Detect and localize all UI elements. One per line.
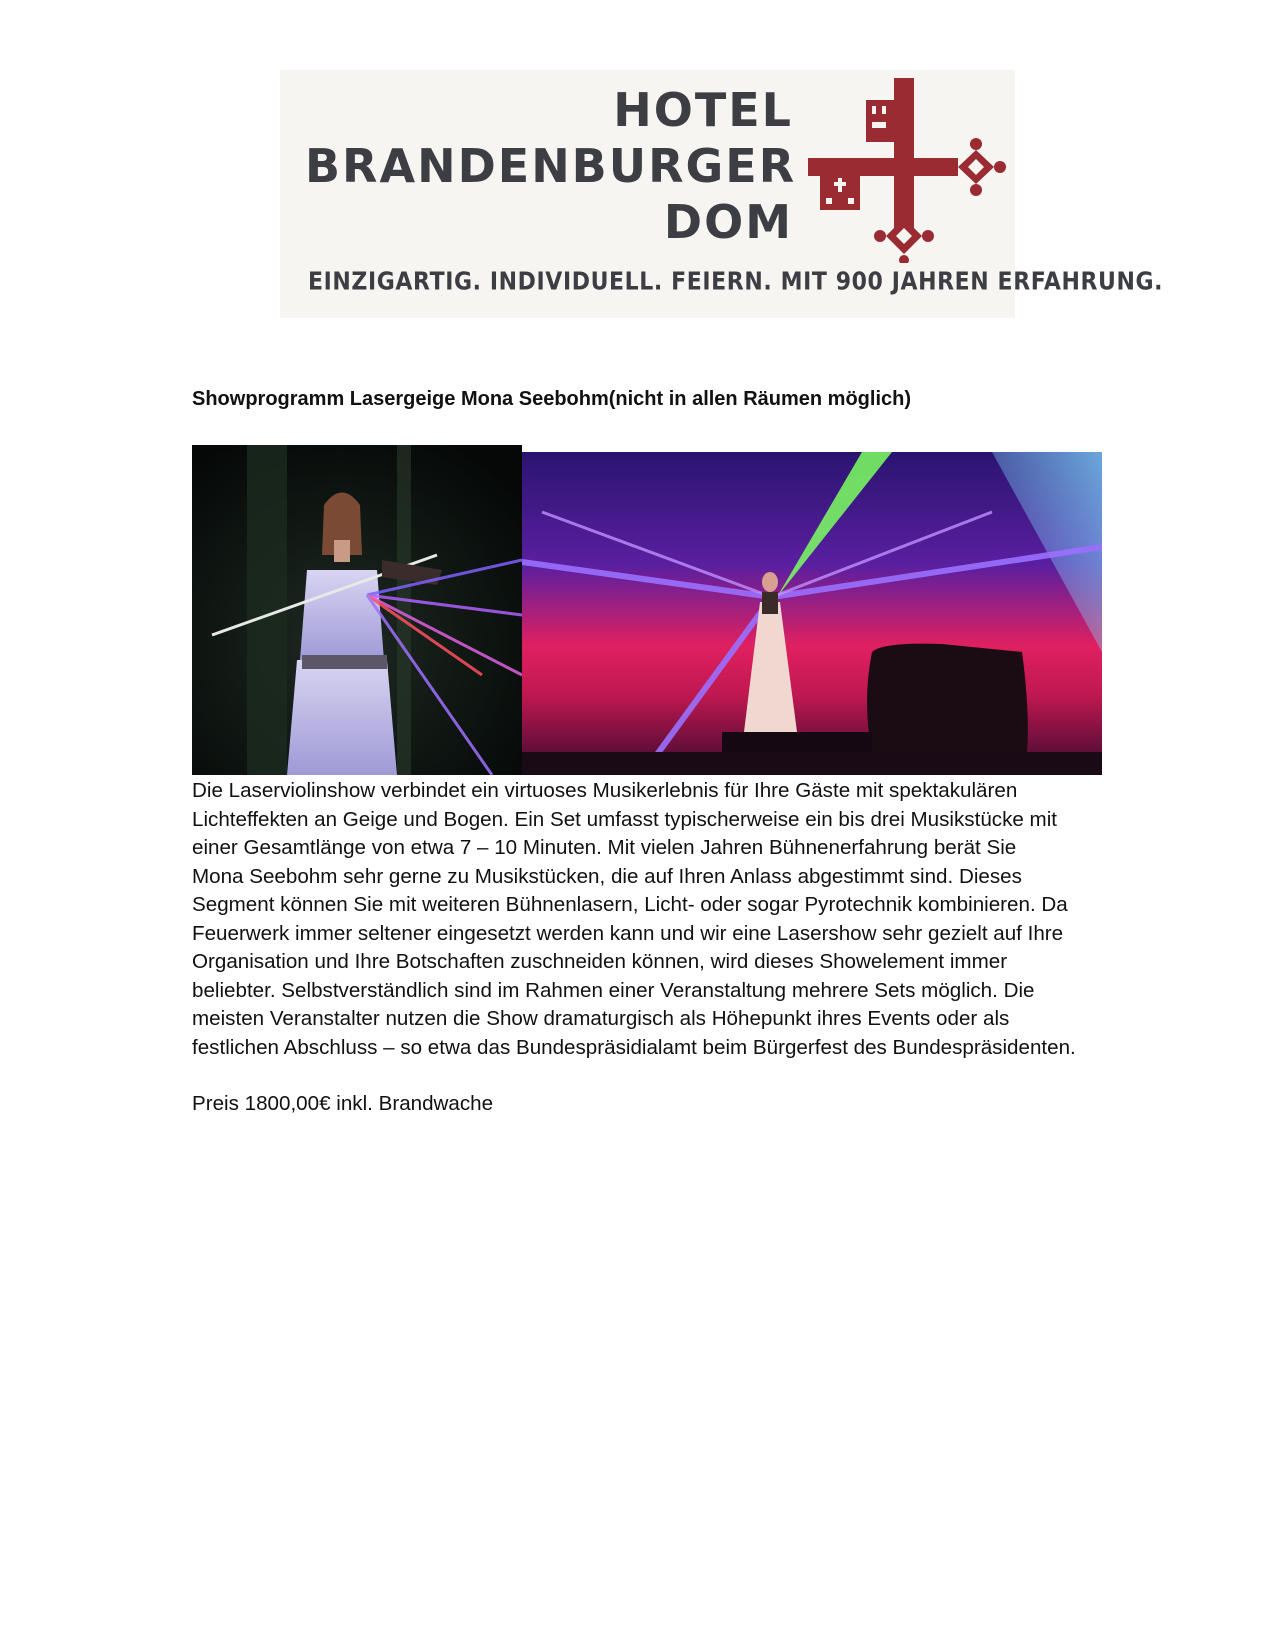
price-line: Preis 1800,00€ inkl. Brandwache (192, 1092, 494, 1115)
violinist-laser-closeup-photo (192, 445, 522, 775)
section-title: Showprogramm Lasergeige Mona Seebohm(nicht in allen Räumen möglich) (192, 388, 911, 410)
description-paragraph: Die Laserviolinshow verbindet ein virtuoses Musikerlebnis für Ihre Gäste mit spektakulären Lichteffekten an Geige und Bogen. Ein Set umfasst typischerweise ein bis drei Musikstücke mit einer Gesamtlänge von etwa 7 – 10 Minuten. Mit vielen Jahren Bühnenerfahrung berät Sie Mona Seebohm sehr gerne zu Musikstücken, die auf Ihren Anlass abgestimmt sind. Dieses Segment können Sie mit weiteren Bühnenlasern, Licht- oder sogar Pyrotechnik kombinieren. Da Feuerwerk immer seltener eingesetzt werden kann und wir eine Lasershow sehr gezielt auf Ihre Organisation und Ihre Botschaften zuschneiden können, wird dieses Showelement immer beliebter. Selbstverständlich sind im Rahmen einer Veranstaltung mehrere Sets möglich. Die meisten Veranstalter nutzen die Show dramaturgisch als Höhepunkt ihres Events oder als festlichen Abschluss – so etwa das Bundespräsidialamt beim Bürgerfest des Bundespräsidenten. (192, 779, 1076, 1059)
hotel-logo (280, 70, 1164, 318)
logo-line-hotel: HOTEL (613, 83, 793, 137)
logo-line-dom: DOM (663, 195, 793, 249)
key-cross-emblem-icon (808, 78, 1008, 263)
logo-tagline: EINZIGARTIG. INDIVIDUELL. FEIERN. MIT 900 JAHREN ERFAHRUNG. (308, 268, 1164, 297)
stage-laser-show-photo (522, 452, 1102, 775)
logo-line-brandenburger: BRANDENBURGER (305, 139, 797, 193)
